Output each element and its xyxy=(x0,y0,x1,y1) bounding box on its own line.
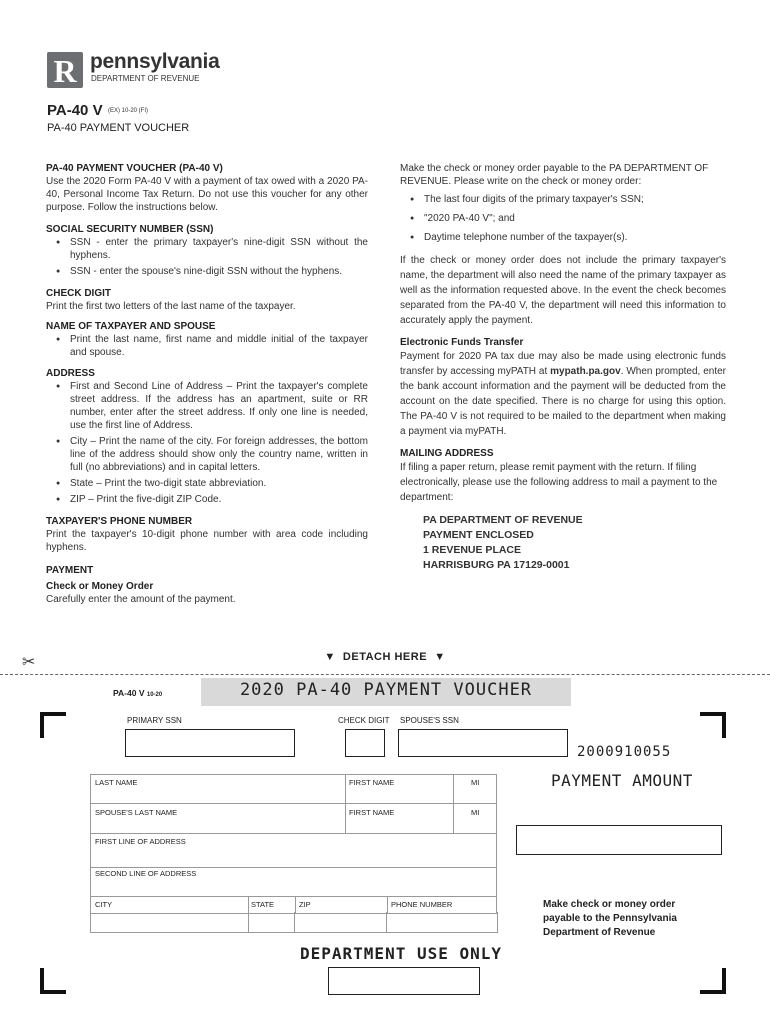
check-digit-input[interactable] xyxy=(345,729,385,757)
spouse-last-name-label: SPOUSE'S LAST NAME xyxy=(95,808,178,817)
eft-text-a: Payment for 2020 PA tax due may also be made using electronic funds transfer by accessing myPATH at xyxy=(400,351,726,377)
heading-payment: PAYMENT xyxy=(46,565,94,576)
zip-input[interactable] xyxy=(294,912,387,933)
grid-line xyxy=(248,896,249,913)
last-name-input[interactable] xyxy=(91,787,345,803)
payable-text: Make the check or money order payable to the PA DEPARTMENT OF REVENUE. Please write on the check or money order: xyxy=(400,163,709,187)
eft-text xyxy=(400,349,726,439)
grid-line xyxy=(295,896,296,913)
phone-text: Print the taxpayer's 10-digit phone number with area code including hyphens. xyxy=(46,529,368,553)
list-item: ● SSN - enter the primary taxpayer's nine-digit SSN without the hyphens. xyxy=(70,236,368,262)
name-address-grid xyxy=(90,774,497,914)
primary-ssn-label: PRIMARY SSN xyxy=(127,716,182,725)
heading-voucher: PA-40 PAYMENT VOUCHER (PA-40 V) xyxy=(46,163,223,174)
instructions-right xyxy=(400,162,726,573)
spouse-mi-label: MI xyxy=(471,808,480,817)
list-item: ● Daytime telephone number of the taxpayer(s). xyxy=(424,231,726,244)
address-line: PAYMENT ENCLOSED xyxy=(423,529,534,541)
detach-label: DETACH HERE xyxy=(342,651,428,663)
corner-mark-tl xyxy=(40,712,68,740)
scissors-icon: ✂ xyxy=(22,654,36,671)
mi-input[interactable] xyxy=(454,787,496,803)
city-input[interactable] xyxy=(90,912,249,933)
form-title: PA-40 V xyxy=(47,102,103,119)
name-requirement-text: If the check or money order does not include the primary taxpayer's name, the department will also need the name of the primary taxpayer as well as the information requested above. In the event the check becomes separated from the PA-40 V, the department will need this information to accurately apply the payment. xyxy=(400,255,726,326)
state-label: STATE xyxy=(251,900,275,909)
heading-phone: TAXPAYER'S PHONE NUMBER xyxy=(46,516,193,527)
grid-line xyxy=(91,867,496,868)
department-use-box xyxy=(328,967,480,995)
spouse-last-name-input[interactable] xyxy=(91,817,345,833)
mi-label: MI xyxy=(471,778,480,787)
spouse-first-name-label: FIRST NAME xyxy=(349,808,395,817)
first-line-address-input[interactable] xyxy=(91,847,496,867)
scan-number: 2000910055 xyxy=(577,744,672,760)
down-triangle-icon: ▼ xyxy=(324,651,336,663)
corner-mark-br xyxy=(698,966,726,994)
mypath-link[interactable]: mypath.pa.gov xyxy=(550,366,621,377)
form-subtitle: PA-40 PAYMENT VOUCHER xyxy=(47,122,190,134)
city-label: CITY xyxy=(95,900,113,909)
payment-amount-input[interactable] xyxy=(516,825,722,855)
second-line-address-input[interactable] xyxy=(91,879,496,896)
phone-label: PHONE NUMBER xyxy=(391,900,453,909)
payment-amount-label: PAYMENT AMOUNT xyxy=(551,771,693,790)
grid-line xyxy=(91,833,496,834)
payment-text: Carefully enter the amount of the payment. xyxy=(46,594,236,605)
heading-eft: Electronic Funds Transfer xyxy=(400,337,524,348)
check-digit-text: Print the first two letters of the last name of the taxpayer. xyxy=(46,301,296,312)
spouse-mi-input[interactable] xyxy=(454,817,496,833)
corner-mark-tr xyxy=(698,712,726,740)
heading-ssn: SOCIAL SECURITY NUMBER (SSN) xyxy=(46,224,214,235)
second-line-address-label: SECOND LINE OF ADDRESS xyxy=(95,869,197,878)
name-list xyxy=(46,333,368,359)
list-item: ● "2020 PA-40 V"; and xyxy=(424,212,726,225)
first-name-label: FIRST NAME xyxy=(349,778,395,787)
grid-line xyxy=(91,803,496,804)
voucher-form-id-text: PA-40 V xyxy=(113,688,145,698)
detach-here xyxy=(0,651,770,663)
mailing-text: If filing a paper return, please remit payment with the return. If filing electronically, please use the following address to mail a payment to the department: xyxy=(400,462,718,503)
address-line: HARRISBURG PA 17129-0001 xyxy=(423,559,570,571)
make-check-line: payable to the Pennsylvania xyxy=(543,913,677,924)
logo-name: pennsylvania xyxy=(90,50,220,73)
make-check-line: Department of Revenue xyxy=(543,927,656,938)
heading-mailing: MAILING ADDRESS xyxy=(400,448,494,459)
primary-ssn-input[interactable] xyxy=(125,729,295,757)
ssn-list xyxy=(46,236,368,278)
grid-line xyxy=(387,896,388,913)
cut-line xyxy=(0,674,770,675)
instructions-left xyxy=(46,162,368,606)
mailing-address xyxy=(423,513,726,573)
phone-input[interactable] xyxy=(386,912,498,933)
list-item: ● City – Print the name of the city. For foreign addresses, the bottom line of the address should show only the country name, written in full (no abbreviations) and in capital letters. xyxy=(70,435,368,474)
first-line-address-label: FIRST LINE OF ADDRESS xyxy=(95,837,186,846)
address-line: 1 REVENUE PLACE xyxy=(423,544,522,556)
corner-mark-bl xyxy=(40,966,68,994)
address-list xyxy=(46,380,368,506)
heading-check-digit: CHECK DIGIT xyxy=(46,288,111,299)
first-name-input[interactable] xyxy=(346,787,453,803)
department-use-only-label: DEPARTMENT USE ONLY xyxy=(300,944,503,963)
list-item: ● SSN - enter the spouse's nine-digit SSN without the hyphens. xyxy=(70,265,368,278)
down-triangle-icon: ▼ xyxy=(434,651,446,663)
voucher-form-id xyxy=(113,688,162,698)
heading-check-money-order: Check or Money Order xyxy=(46,581,154,592)
spouse-ssn-input[interactable] xyxy=(398,729,568,757)
make-check-line: Make check or money order xyxy=(543,899,676,910)
check-digit-label: CHECK DIGIT xyxy=(338,716,390,725)
voucher-form-code: 10-20 xyxy=(146,692,163,698)
grid-line xyxy=(91,896,496,897)
make-check-note xyxy=(543,898,677,940)
voucher-title: 2020 PA-40 PAYMENT VOUCHER xyxy=(239,680,533,700)
address-line: PA DEPARTMENT OF REVENUE xyxy=(423,514,583,526)
voucher-intro: Use the 2020 Form PA-40 V with a payment of tax owed with a 2020 PA-40, Personal Income Tax Return. Do not use this voucher for any other purpose. Follow the instructions below. xyxy=(46,176,368,213)
spouse-ssn-label: SPOUSE'S SSN xyxy=(400,716,459,725)
list-item: ● The last four digits of the primary taxpayer's SSN; xyxy=(424,193,726,206)
spouse-first-name-input[interactable] xyxy=(346,817,453,833)
heading-name: NAME OF TAXPAYER AND SPOUSE xyxy=(46,321,216,332)
logo-letter: R xyxy=(53,53,77,89)
list-item: ● State – Print the two-digit state abbreviation. xyxy=(70,477,368,490)
form-code: (EX) 10-20 (FI) xyxy=(108,108,149,114)
list-item: ● First and Second Line of Address – Print the taxpayer's complete street address. If the address has an apartment, suite or RR number, enter after the street address. If only one line is needed, use the first line of Address. xyxy=(70,380,368,432)
check-write-list xyxy=(400,193,726,244)
list-item: ● Print the last name, first name and middle initial of the taxpayer and spouse. xyxy=(70,333,368,359)
list-item: ● ZIP – Print the five-digit ZIP Code. xyxy=(70,493,368,506)
state-input[interactable] xyxy=(247,912,294,933)
logo-subtitle: DEPARTMENT OF REVENUE xyxy=(91,74,200,83)
last-name-label: LAST NAME xyxy=(95,778,138,787)
zip-label: ZIP xyxy=(299,900,311,909)
eft-text-b: . When prompted, enter the bank account information and the payment will be deducted from the account on the date specified. There is no charge for using this option. The PA-40 V is not required to be mailed to the department when making a payment via myPATH. xyxy=(400,366,726,437)
heading-address: ADDRESS xyxy=(46,368,95,379)
